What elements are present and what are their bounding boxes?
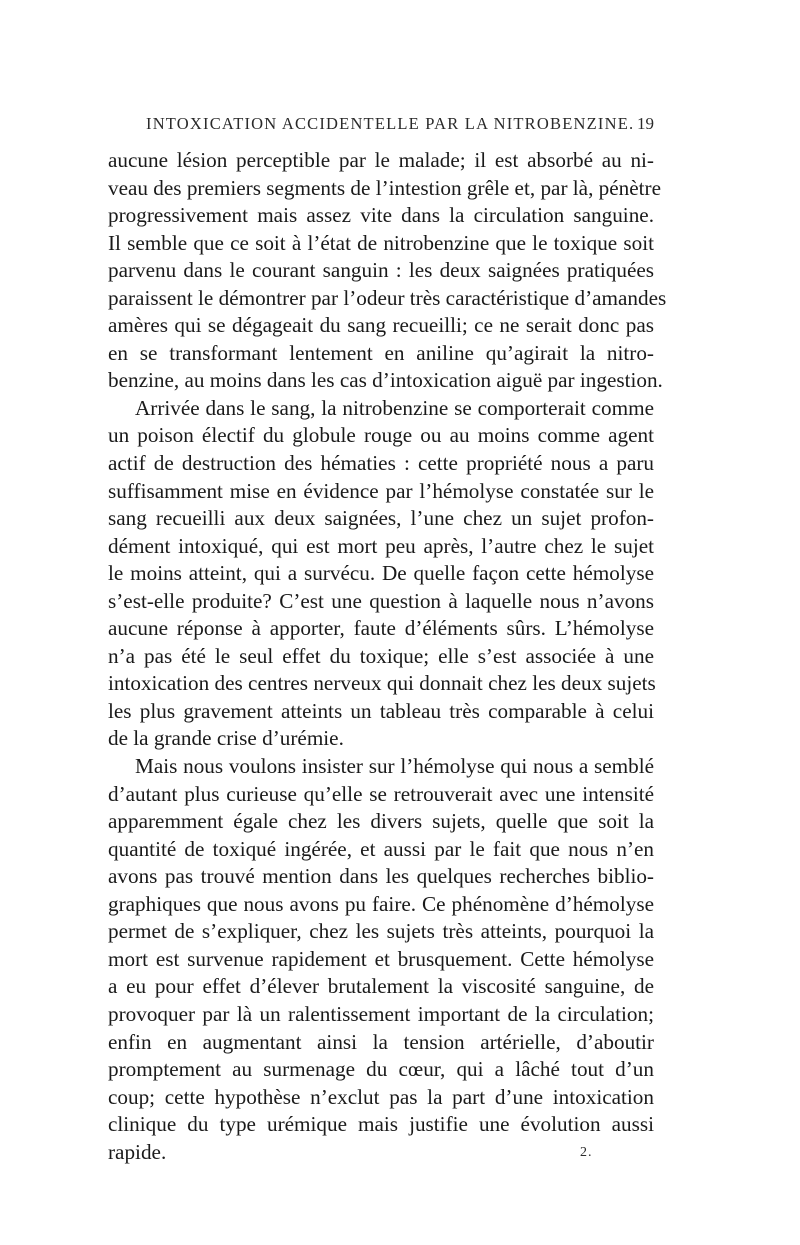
text-line: veau des premiers segments de l’intestion grêle et, par là, pénètre [108, 175, 662, 200]
paragraph [108, 753, 654, 1166]
text-line: dément intoxiqué, qui est mort peu après, l’autre chez le sujet [108, 533, 654, 558]
text-line: Arrivée dans le sang, la nitrobenzine se comporterait comme [135, 395, 654, 420]
text-line: apparemment égale chez les divers sujets, quelle que soit la [108, 809, 654, 834]
text-line: intoxication des centres nerveux qui donnait chez les deux sujets [108, 671, 656, 696]
text-line: graphiques que nous avons pu faire. Ce phénomène d’hémolyse [108, 891, 654, 916]
text-line: promptement au surmenage du cœur, qui a lâché tout d’un [108, 1057, 654, 1082]
text-line: de la grande crise d’urémie. [108, 726, 344, 751]
text-line: actif de destruction des hématies : cette propriété nous a paru [108, 451, 654, 476]
text-line: coup; cette hypothèse n’exclut pas la part d’une intoxication [108, 1084, 654, 1109]
paragraph [108, 147, 667, 395]
text-line: sang recueilli aux deux saignées, l’une chez un sujet profon- [108, 506, 654, 531]
text-line: progressivement mais assez vite dans la circulation sanguine. [108, 203, 654, 228]
text-line: a eu pour effet d’élever brutalement la viscosité sanguine, de [108, 974, 654, 999]
running-head [146, 114, 654, 140]
text-line: aucune lésion perceptible par le malade; il est absorbé au ni- [108, 148, 654, 172]
text-line: le moins atteint, qui a survécu. De quelle façon cette hémolyse [108, 561, 654, 586]
text-line: suffisamment mise en évidence par l’hémolyse constatée sur le [108, 478, 654, 503]
signature-mark: 2. [580, 1145, 593, 1160]
paragraph [108, 395, 654, 753]
text-line: clinique du type urémique mais justifie une évolution aussi [108, 1112, 654, 1137]
text-line: Mais nous voulons insister sur l’hémolyse qui nous a semblé [135, 754, 654, 779]
text-line: un poison électif du globule rouge ou au moins comme agent [108, 423, 654, 448]
text-line: benzine, au moins dans les cas d’intoxication aiguë par ingestion. [108, 368, 663, 393]
text-line: amères qui se dégageait du sang recueilli; ce ne serait donc pas [108, 313, 654, 338]
text-line: d’autant plus curieuse qu’elle se retrouverait avec une intensité [108, 781, 654, 806]
page-number: 19 [637, 114, 654, 133]
text-line: provoquer par là un ralentissement important de la circulation; [108, 1001, 654, 1026]
text-line: Il semble que ce soit à l’état de nitrobenzine que le toxique soit [108, 230, 654, 255]
text-line: aucune réponse à apporter, faute d’éléments sûrs. L’hémolyse [108, 616, 654, 641]
text-line: les plus gravement atteints un tableau très comparable à celui [108, 698, 654, 723]
body-text [108, 147, 667, 1166]
text-line: permet de s’expliquer, chez les sujets très atteints, pourquoi la [108, 919, 654, 944]
text-line: enfin en augmentant ainsi la tension artérielle, d’aboutir [108, 1029, 654, 1054]
text-line: avons pas trouvé mention dans les quelques recherches biblio- [108, 864, 654, 889]
text-line: mort est survenue rapidement et brusquement. Cette hémolyse [108, 946, 654, 971]
text-line: en se transformant lentement en aniline qu’agirait la nitro- [108, 340, 654, 365]
text-line: rapide. [108, 1139, 167, 1164]
text-line: n’a pas été le seul effet du toxique; elle s’est associée à une [108, 643, 654, 668]
text-line: paraissent le démontrer par l’odeur très caractéristique d’amandes [108, 285, 667, 310]
text-line: s’est-elle produite? C’est une question à laquelle nous n’avons [108, 588, 654, 613]
text-line: quantité de toxiqué ingérée, et aussi par le fait que nous n’en [108, 836, 654, 861]
running-title: INTOXICATION ACCIDENTELLE PAR LA NITROBENZINE. [146, 114, 635, 133]
text-line: parvenu dans le courant sanguin : les deux saignées pratiquées [108, 258, 654, 283]
